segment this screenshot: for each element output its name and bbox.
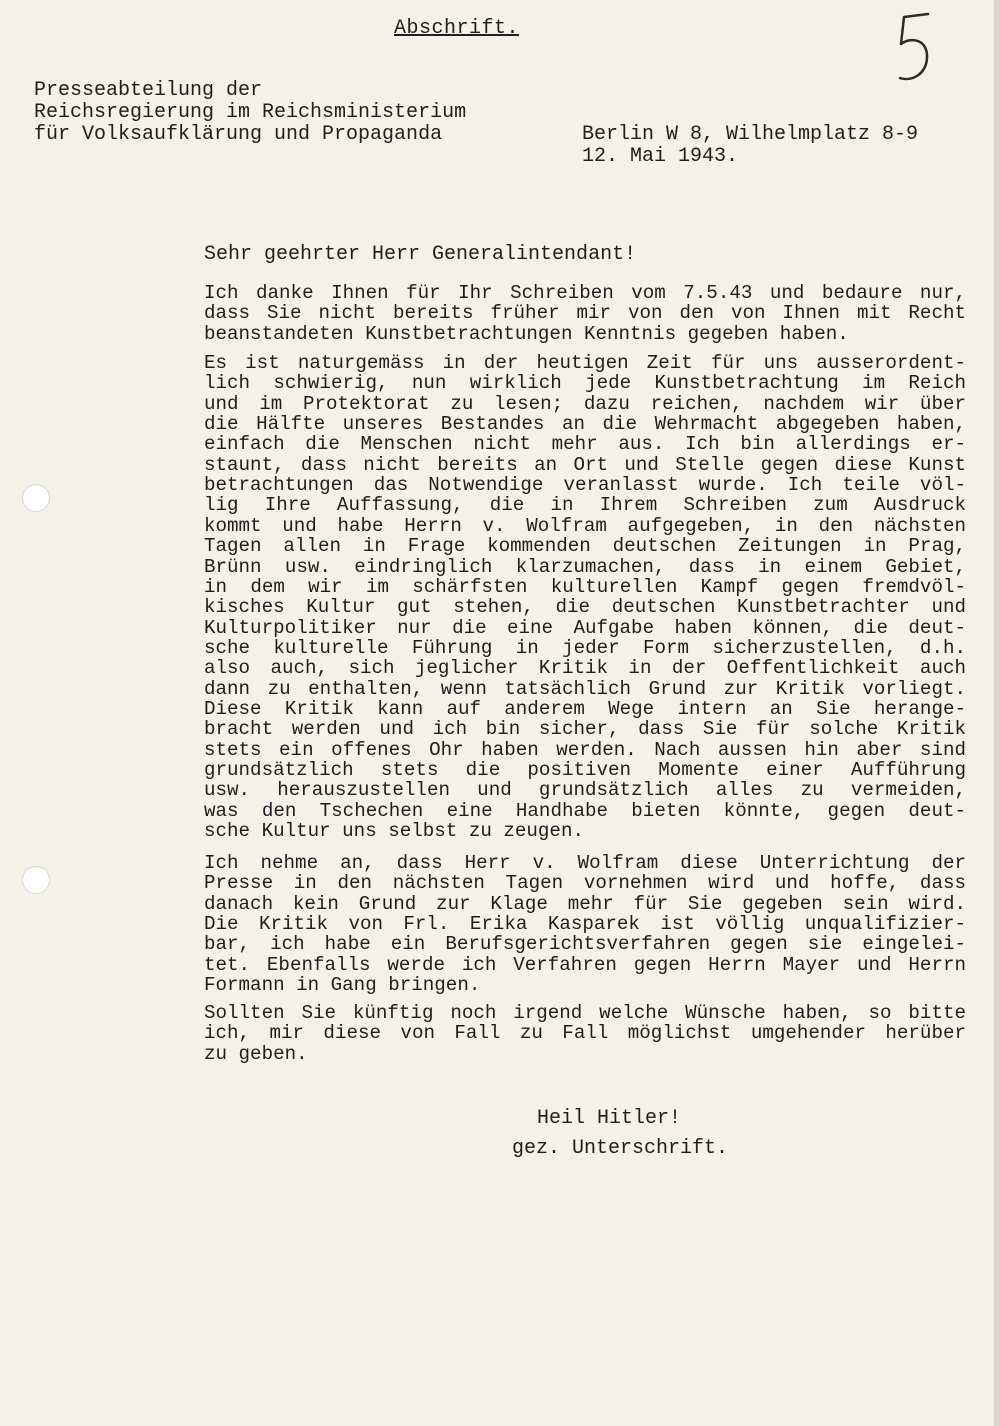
body-line: kisches Kultur gut stehen, die deutschen Kunstbetrachter und [204,596,966,619]
body-line: in dem wir im schärfsten kulturellen Kampf gegen fremdvöl- [204,575,966,598]
body-line: Ich danke Ihnen für Ihr Schreiben vom 7.5.43 und bedaure nur, [204,282,966,304]
body-line: stets ein offenes Ohr haben werden. Nach aussen hin aber sind [204,738,966,761]
page-edge [994,0,1000,1426]
body-line: zu geben. [204,1042,308,1065]
body-line: was den Tschechen eine Handhabe bieten könnte, gegen deut- [204,799,966,822]
body-line: betrachtungen das Notwendige veranlasst wurde. Ich teile völ- [204,474,966,497]
body-line: also auch, sich jeglicher Kritik in der Oeffentlichkeit auch [204,657,966,680]
body-line: lig Ihre Auffassung, die in Ihrem Schreiben zum Ausdruck [204,494,966,517]
body-line: Es ist naturgemäss in der heutigen Zeit für uns ausserordent- [204,352,966,374]
body-line: ich, mir diese von Fall zu Fall möglichst umgehender herüber [204,1022,966,1045]
sender-line-2: Reichsregierung im Reichsministerium [34,101,467,124]
body-line: und im Protektorat zu lesen; dazu reichen, nachdem wir über [204,392,966,415]
body-line: beanstandeten Kunstbetrachtungen Kenntnis gegeben haben. [204,322,849,345]
body-line: Kulturpolitiker nur die eine Aufgabe haben können, die deut- [204,616,966,639]
punch-hole-bottom [22,866,50,894]
punch-hole-top [22,484,50,512]
body-line: kommt und habe Herrn v. Wolfram aufgegeben, in den nächsten [204,514,966,537]
body-line: grundsätzlich stets die positiven Momente einer Aufführung [204,759,966,781]
sender-line-3: für Volksaufklärung und Propaganda [34,123,443,146]
body-line: bar, ich habe ein Berufsgerichtsverfahren gegen sie eingelei- [204,933,966,956]
body-line: Brünn usw. eindringlich klarzumachen, dass in einem Gebiet, [204,555,966,578]
body-line: einfach die Menschen nicht mehr aus. Ich bin allerdings er- [204,433,966,456]
body-line: danach kein Grund zur Klage mehr für Sie gegeben sein wird. [204,892,966,915]
body-line: Presse in den nächsten Tagen vornehmen wird und hoffe, dass [204,872,966,895]
sender-address: Berlin W 8, Wilhelmplatz 8-9 [582,123,919,146]
body-line: tet. Ebenfalls werde ich Verfahren gegen Herrn Mayer und Herrn [204,953,966,976]
body-line: bracht werden und ich bin sicher, dass Sie für solche Kritik [204,718,966,741]
closing-greeting: Heil Hitler! [537,1107,682,1130]
body-line: Diese Kritik kann auf anderem Wege intern an Sie herange- [204,697,966,720]
body-line: Ich nehme an, dass Herr v. Wolfram diese Unterrichtung der [204,852,966,874]
handwritten-page-number [894,8,934,88]
body-line: Die Kritik von Frl. Erika Kasparek ist völlig unqualifizier- [204,913,966,936]
body-line: Formann in Gang bringen. [204,974,481,997]
salutation: Sehr geehrter Herr Generalintendant! [204,243,637,266]
body-line: lich schwierig, nun wirklich jede Kunstbetrachtung im Reich [204,372,966,395]
body-line: sche Kultur uns selbst zu zeugen. [204,820,584,843]
signature-note: gez. Unterschrift. [512,1137,729,1160]
letter-date: 12. Mai 1943. [582,145,739,168]
body-line: Tagen allen in Frage kommenden deutschen Zeitungen in Prag, [204,535,966,558]
body-line: usw. herauszustellen und grundsätzlich alles zu vermeiden, [204,779,966,802]
body-line: dass Sie nicht bereits früher mir von den von Ihnen mit Recht [204,302,966,325]
body-line: dann zu enthalten, wenn tatsächlich Grund zur Kritik vorliegt. [204,677,966,700]
body-line: die Hälfte unseres Bestandes an die Wehrmacht abgegeben haben, [204,413,966,436]
document-heading: Abschrift. [394,17,520,40]
body-line: Sollten Sie künftig noch irgend welche Wünsche haben, so bitte [204,1002,966,1024]
sender-line-1: Presseabteilung der [34,79,263,102]
body-line: staunt, dass nicht bereits an Ort und Stelle gegen diese Kunst [204,453,966,476]
body-line: sche kulturelle Führung in jeder Form sicherzustellen, d.h. [204,636,966,659]
